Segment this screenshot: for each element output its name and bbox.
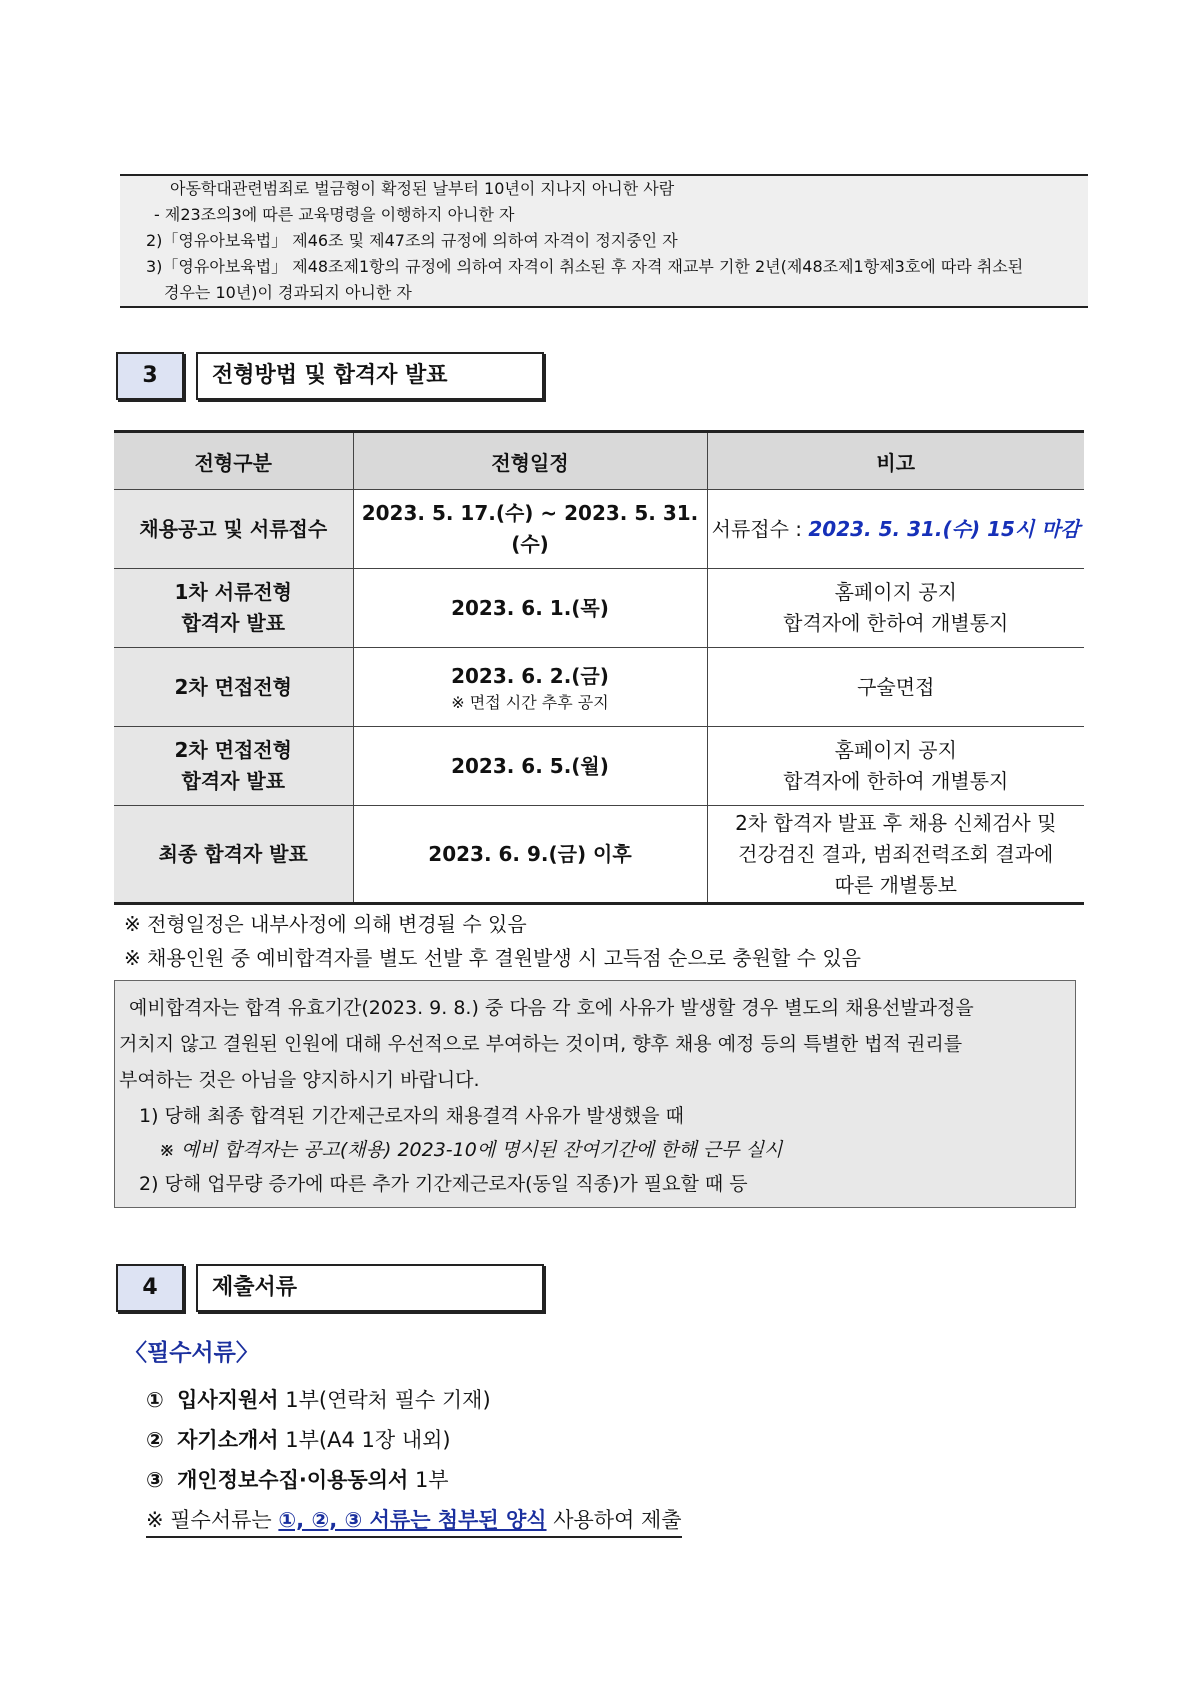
remark-line: 홈페이지 공지 bbox=[834, 580, 957, 604]
stage-line: 합격자 발표 bbox=[181, 769, 286, 793]
disqualification-line: 2)「영유아보육법」 제46조 및 제47조의 규정에 의하여 자격이 정지중인 자 bbox=[146, 231, 678, 250]
notice-paragraph: 예비합격자는 합격 유효기간(2023. 9. 8.) 중 다음 각 호에 사유가 발생할 경우 별도의 채용선발과정을 bbox=[129, 997, 974, 1019]
date-cell bbox=[353, 648, 707, 727]
notice-paragraph: 거치지 않고 결원된 인원에 대해 우선적으로 부여하는 것이며, 향후 채용 예정 등의 특별한 법적 권리를 bbox=[119, 1033, 963, 1055]
table-row bbox=[114, 648, 1084, 727]
document-name: 개인정보수집·이용동의서 bbox=[177, 1468, 409, 1492]
date-cell: 2023. 6. 5.(월) bbox=[353, 727, 707, 806]
remark-line: 건강검진 결과, 범죄전력조회 결과에 bbox=[738, 841, 1054, 866]
stage-cell: 2차 면접전형 bbox=[114, 648, 353, 727]
document-detail: 1부(연락처 필수 기재) bbox=[278, 1388, 491, 1412]
required-documents-note bbox=[146, 1504, 682, 1538]
deadline-highlight: 2023. 5. 31.(수) 15시 마감 bbox=[808, 516, 1080, 541]
remark-cell: 구술면접 bbox=[707, 648, 1084, 727]
note-suffix: 사용하여 제출 bbox=[546, 1508, 682, 1532]
stage-line: 합격자 발표 bbox=[181, 611, 286, 635]
item-number: ① bbox=[146, 1388, 164, 1412]
attached-form-highlight: ①, ②, ③ 서류는 첨부된 양식 bbox=[278, 1508, 547, 1532]
remark-line: 2차 합격자 발표 후 채용 신체검사 및 bbox=[735, 810, 1057, 835]
remark-line: 합격자에 한하여 개별통지 bbox=[783, 611, 1009, 635]
reserve-candidate-note: ※ 채용인원 중 예비합격자를 별도 선발 후 결원발생 시 고득점 순으로 충원할 수 있음 bbox=[124, 946, 861, 970]
interview-time-note: ※ 면접 시간 추후 공지 bbox=[451, 692, 609, 712]
date-line: 2023. 6. 2.(금) bbox=[451, 663, 609, 688]
column-header: 전형일정 bbox=[353, 432, 707, 490]
required-document-item bbox=[146, 1424, 451, 1454]
disqualification-line: 경우는 10년)이 경과되지 아니한 자 bbox=[164, 283, 412, 302]
notice-item: 1) 당해 최종 합격된 기간제근로자의 채용결격 사유가 발생했을 때 bbox=[139, 1105, 685, 1127]
date-cell: 2023. 6. 9.(금) 이후 bbox=[353, 806, 707, 904]
remark-cell bbox=[707, 727, 1084, 806]
remark-label: 서류접수 : bbox=[711, 516, 809, 541]
stage-line: 1차 서류전형 bbox=[174, 580, 292, 604]
table-row bbox=[114, 806, 1084, 904]
table-row bbox=[114, 569, 1084, 648]
item-number: ③ bbox=[146, 1468, 164, 1492]
required-document-item bbox=[146, 1464, 449, 1494]
document-name: 입사지원서 bbox=[177, 1388, 279, 1412]
section-number: 3 bbox=[116, 352, 184, 400]
disqualification-line: 3)「영유아보육법」 제48조제1항의 규정에 의하여 자격이 취소된 후 자격 재교부 기한 2년(제48조제1항제3호에 따라 취소된 bbox=[146, 257, 1024, 276]
table-row bbox=[114, 490, 1084, 569]
disqualification-continuation-box bbox=[120, 174, 1088, 308]
column-header: 비고 bbox=[707, 432, 1084, 490]
stage-cell bbox=[114, 569, 353, 648]
section-title: 전형방법 및 합격자 발표 bbox=[196, 352, 544, 400]
selection-schedule-table bbox=[114, 430, 1084, 905]
required-documents-heading: 〈필수서류〉 bbox=[124, 1340, 259, 1366]
notice-item: 2) 당해 업무량 증가에 따른 추가 기간제근로자(동일 직종)가 필요할 때 등 bbox=[139, 1173, 748, 1195]
remark-cell bbox=[707, 569, 1084, 648]
stage-line: 2차 면접전형 bbox=[174, 738, 292, 762]
section-number: 4 bbox=[116, 1264, 184, 1312]
table-header-row bbox=[114, 432, 1084, 490]
section-title: 제출서류 bbox=[196, 1264, 544, 1312]
table-row bbox=[114, 727, 1084, 806]
column-header: 전형구분 bbox=[114, 432, 353, 490]
stage-cell: 최종 합격자 발표 bbox=[114, 806, 353, 904]
item-number: ② bbox=[146, 1428, 164, 1452]
remark-cell bbox=[707, 490, 1084, 569]
required-document-item bbox=[146, 1384, 491, 1414]
disqualification-line: - 제23조의3에 따른 교육명령을 이행하지 아니한 자 bbox=[154, 205, 515, 224]
document-detail: 1부(A4 1장 내외) bbox=[278, 1428, 451, 1452]
notice-item-note: ※ 예비 합격자는 공고(채용) 2023-10에 명시된 잔여기간에 한해 근무 실시 bbox=[159, 1139, 783, 1161]
date-cell: 2023. 5. 17.(수) ~ 2023. 5. 31.(수) bbox=[353, 490, 707, 569]
remark-cell bbox=[707, 806, 1084, 904]
remark-line: 합격자에 한하여 개별통지 bbox=[783, 769, 1009, 793]
stage-cell bbox=[114, 727, 353, 806]
reserve-candidate-notice-box bbox=[114, 980, 1076, 1208]
date-cell: 2023. 6. 1.(목) bbox=[353, 569, 707, 648]
remark-line: 홈페이지 공지 bbox=[834, 738, 957, 762]
schedule-change-note: ※ 전형일정은 내부사정에 의해 변경될 수 있음 bbox=[124, 912, 527, 936]
document-name: 자기소개서 bbox=[177, 1428, 279, 1452]
notice-paragraph: 부여하는 것은 아님을 양지하시기 바랍니다. bbox=[119, 1069, 480, 1091]
document-detail: 1부 bbox=[408, 1468, 449, 1492]
disqualification-line: 아동학대관련범죄로 벌금형이 확정된 날부터 10년이 지나지 아니한 사람 bbox=[170, 179, 675, 198]
stage-cell: 채용공고 및 서류접수 bbox=[114, 490, 353, 569]
note-prefix: ※ 필수서류는 bbox=[146, 1508, 279, 1532]
remark-line: 따른 개별통보 bbox=[834, 872, 957, 897]
